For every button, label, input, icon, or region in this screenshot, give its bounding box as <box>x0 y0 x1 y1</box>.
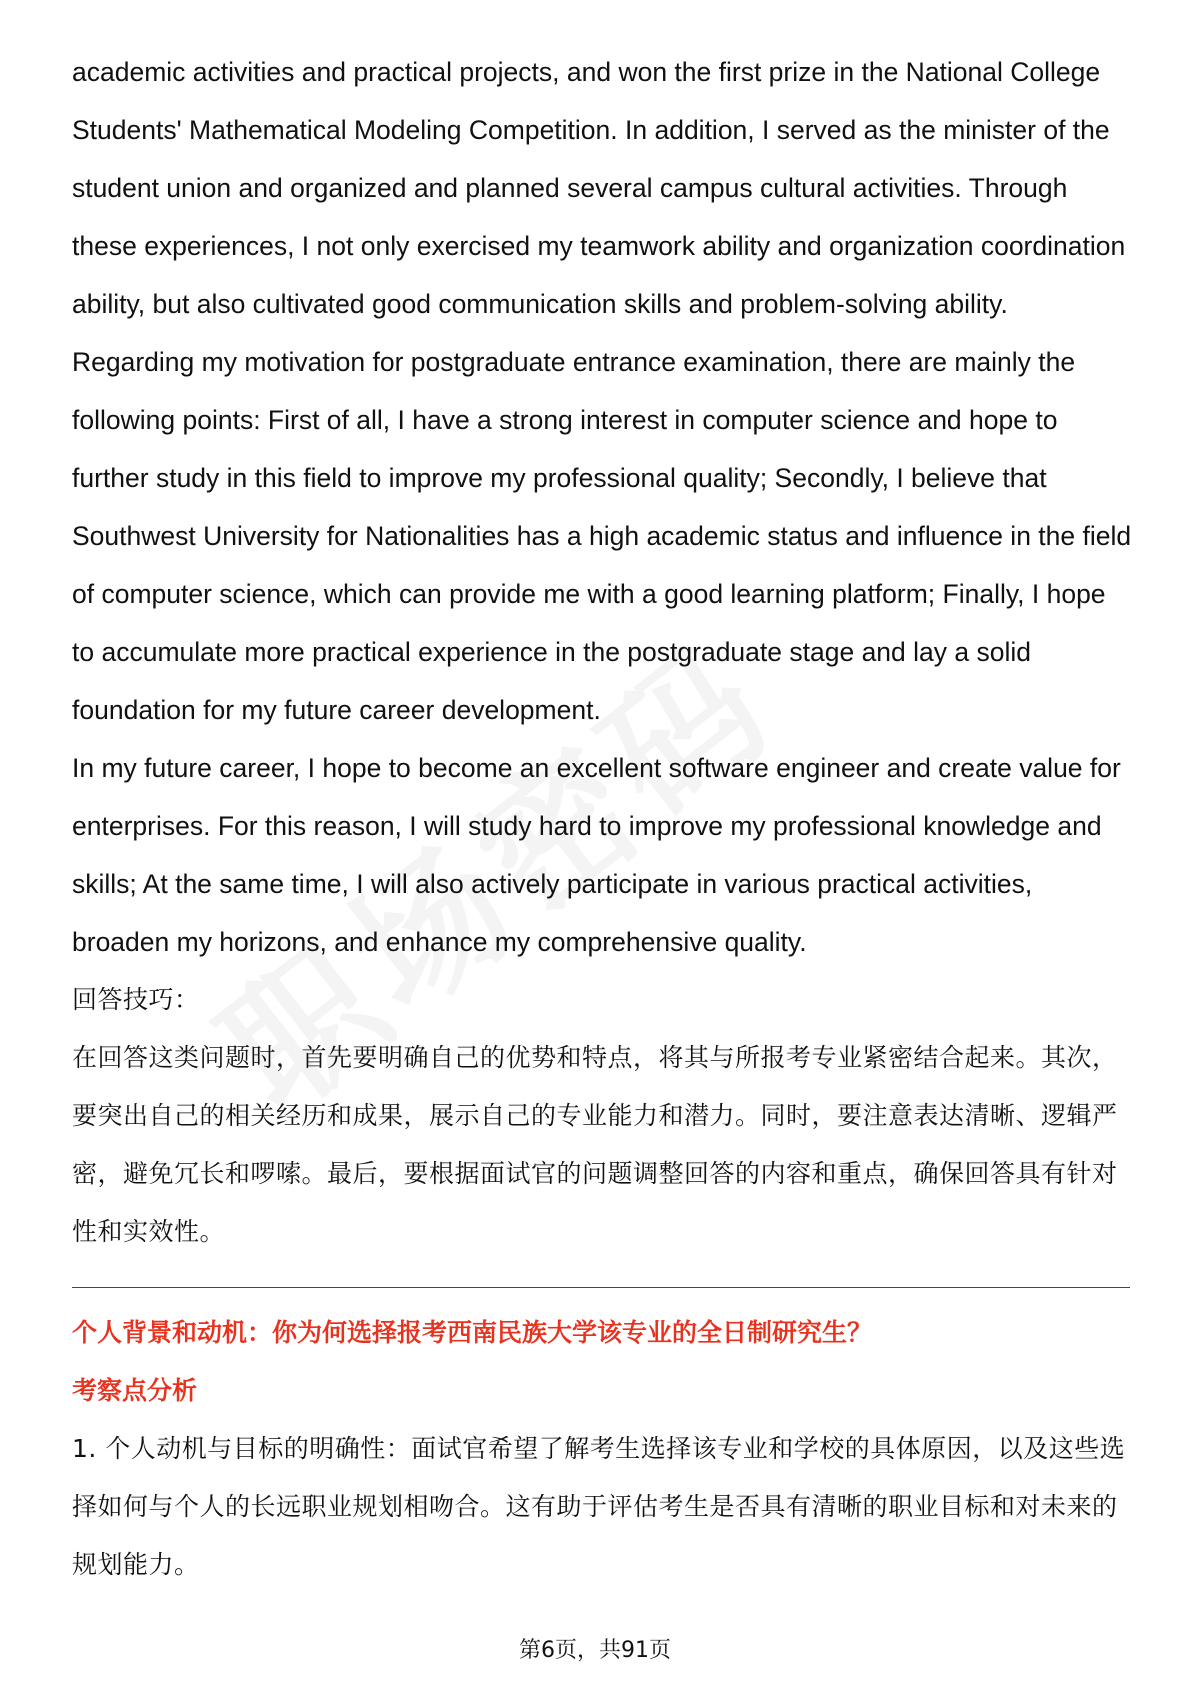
paragraph-motivation: Regarding my motivation for postgraduate entrance examination, there are mainly the following points: First of all, I have a strong interest in computer science and hope to further study in this field to improve my professional quality; Secondly, I believe that Southwest University for Nationalities has a high academic status and influence in the field of computer science, which can provide me with a good learning platform; Finally, I hope to accumulate more practical experience in the postgraduate stage and lay a solid foundation for my future career development. <box>72 347 1132 725</box>
paragraph-career: In my future career, I hope to become an excellent software engineer and create value for enterprises. For this reason, I will study hard to improve my professional knowledge and skills; At the same time, I will also actively participate in various practical activities, broaden my horizons, and enhance my comprehensive quality. <box>72 753 1121 957</box>
analysis-point-1: 1. 个人动机与目标的明确性：面试官希望了解考生选择该专业和学校的具体原因，以及这些选择如何与个人的长远职业规划相吻合。这有助于评估考生是否具有清晰的职业目标和对未来的规划能力。 <box>72 1434 1126 1579</box>
tips-text: 在回答这类问题时，首先要明确自己的优势和特点，将其与所报考专业紧密结合起来。其次，要突出自己的相关经历和成果，展示自己的专业能力和潜力。同时，要注意表达清晰、逻辑严密，避免冗长和啰嗦。最后，要根据面试官的问题调整回答的内容和重点，确保回答具有针对性和实效性。 <box>72 1043 1118 1246</box>
analysis-heading: 考察点分析 <box>72 1376 198 1405</box>
page-number: 第6页，共91页 <box>519 1638 671 1663</box>
section-divider <box>72 1287 1130 1288</box>
question-title: 个人背景和动机：你为何选择报考西南民族大学该专业的全日制研究生？ <box>72 1318 873 1347</box>
paragraph-experience: academic activities and practical projects, and won the first prize in the National College Students' Mathematical Modeling Competition. In addition, I served as the minister of the student union and organized and planned several campus cultural activities. Through these experiences, I not only exercised my teamwork ability and organization coordination ability, but also cultivated good communication skills and problem-solving ability. <box>72 57 1126 319</box>
document-body <box>72 43 1132 1594</box>
tips-label: 回答技巧： <box>72 985 200 1014</box>
